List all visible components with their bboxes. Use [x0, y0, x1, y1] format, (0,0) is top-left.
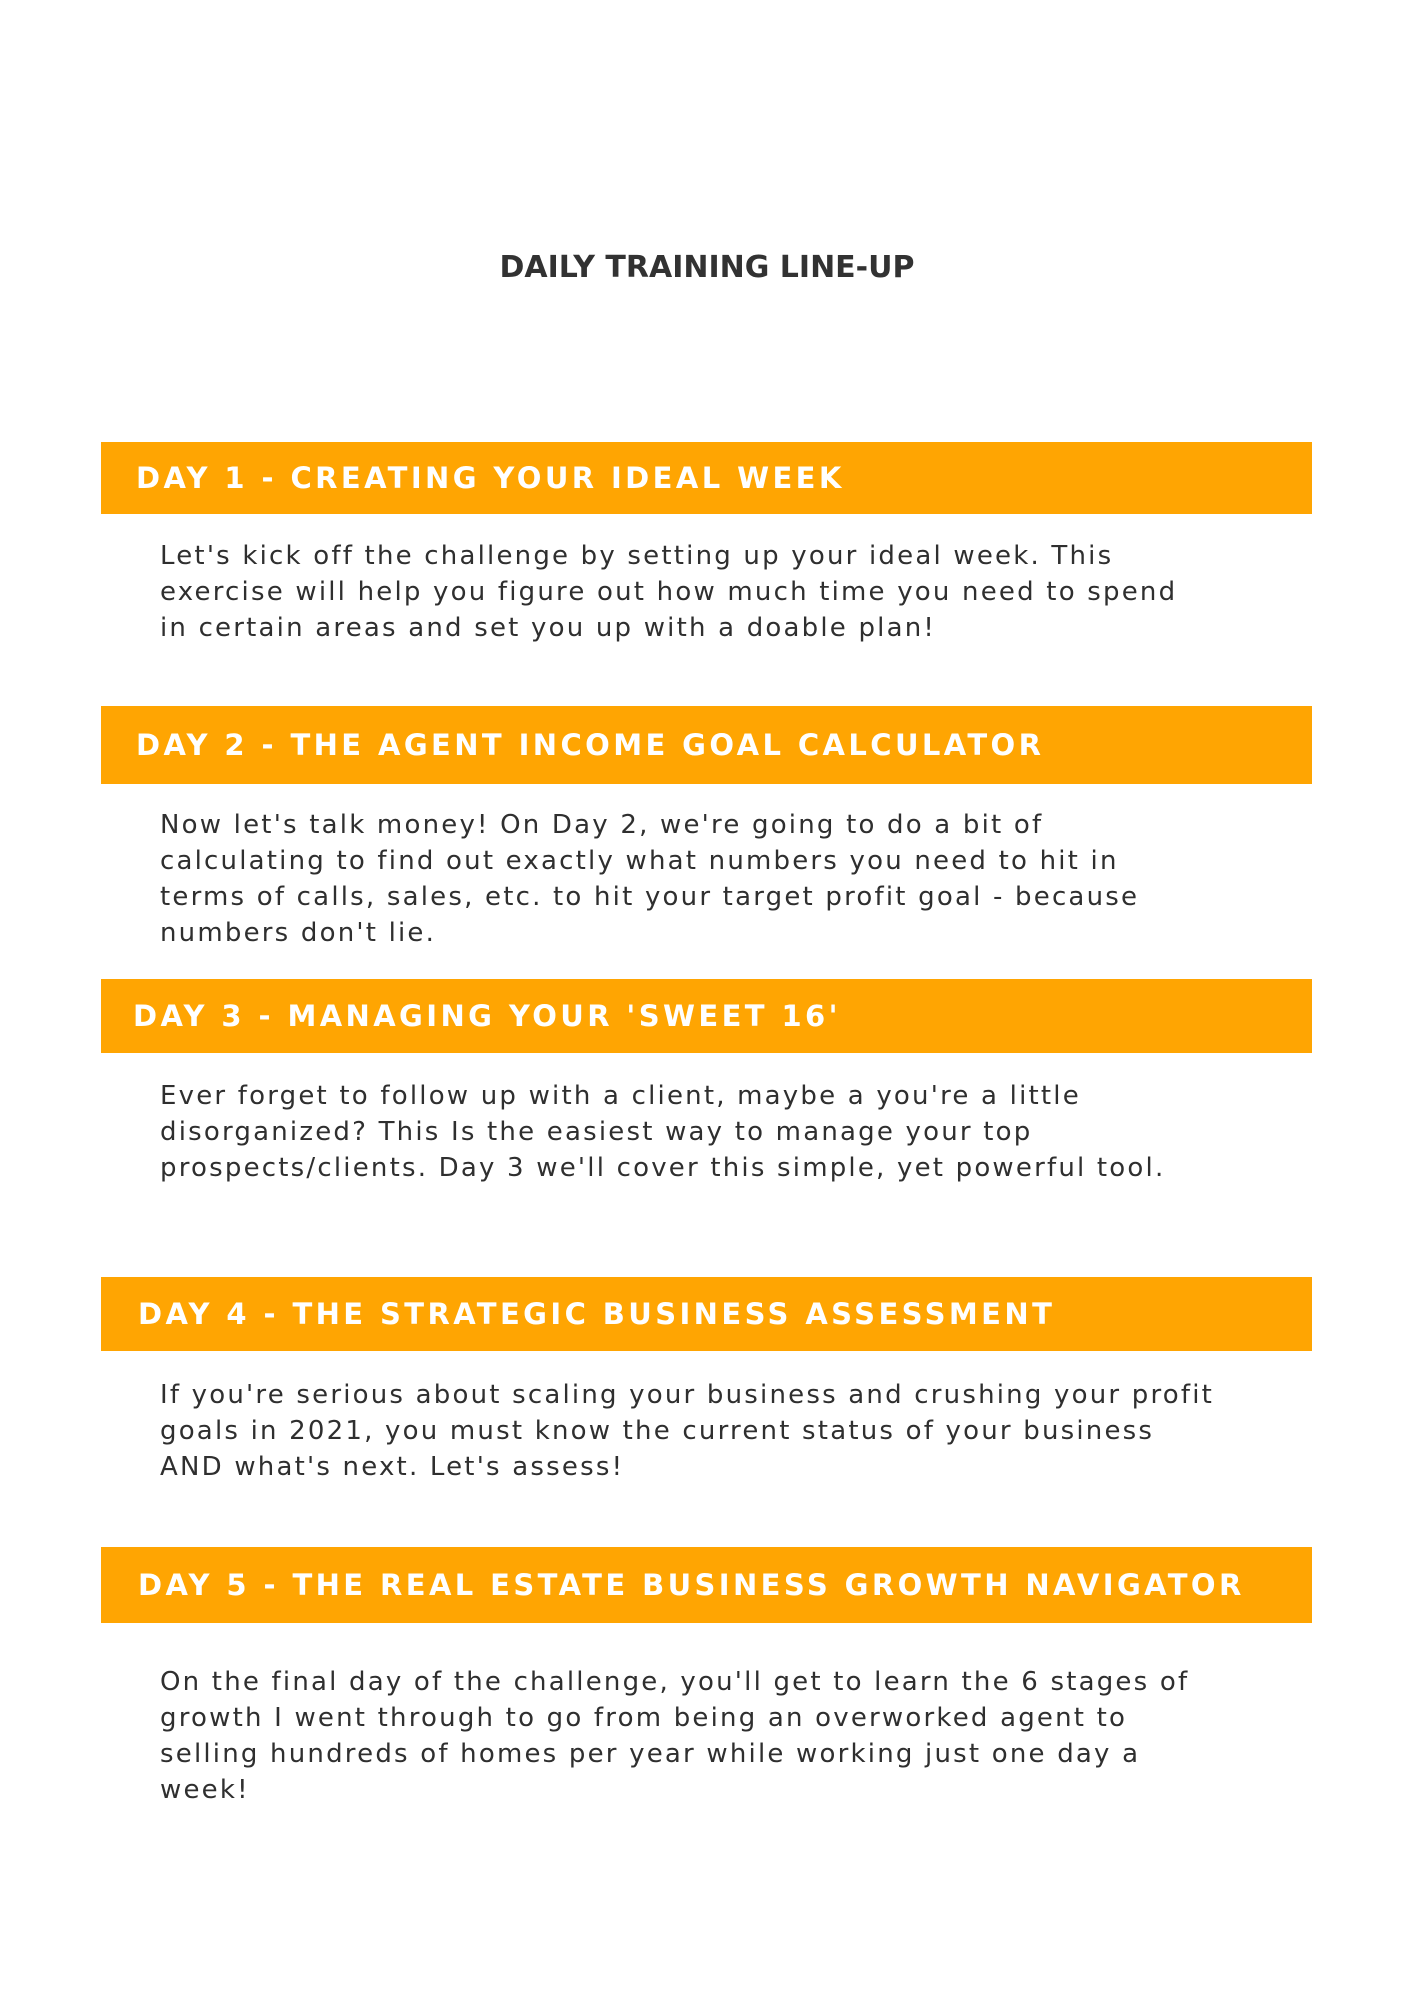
- page-title: DAILY TRAINING LINE-UP: [499, 250, 915, 285]
- text-line: week!: [160, 1775, 250, 1805]
- text-line: selling hundreds of homes per year while working just one day a: [160, 1739, 1141, 1769]
- text-line: If you're serious about scaling your business and crushing your profit: [160, 1380, 1215, 1410]
- day-2-header: [101, 706, 1312, 784]
- text-line: numbers don't lie.: [160, 918, 437, 948]
- day-1-header-label: DAY 1 - CREATING YOUR IDEAL WEEK: [136, 461, 845, 495]
- day-1-header: [101, 442, 1312, 514]
- text-line: growth I went through to go from being an overworked agent to: [160, 1703, 1128, 1733]
- day-2-description: [160, 807, 1320, 951]
- text-line: Now let's talk money! On Day 2, we're going to do a bit of: [160, 810, 1044, 840]
- text-line: exercise will help you figure out how much time you need to spend: [160, 577, 1178, 607]
- day-4-header: [101, 1277, 1312, 1351]
- text-line: in certain areas and set you up with a doable plan!: [160, 613, 937, 643]
- text-line: prospects/clients. Day 3 we'll cover this simple, yet powerful tool.: [160, 1153, 1166, 1183]
- text-line: On the final day of the challenge, you'll get to learn the 6 stages of: [160, 1667, 1190, 1697]
- day-5-header-label: DAY 5 - THE REAL ESTATE BUSINESS GROWTH NAVIGATOR: [138, 1568, 1245, 1602]
- day-3-header: [101, 979, 1312, 1053]
- text-line: calculating to find out exactly what numbers you need to hit in: [160, 846, 1119, 876]
- day-5-description: [160, 1664, 1320, 1808]
- text-line: disorganized? This Is the easiest way to manage your top: [160, 1117, 1033, 1147]
- day-1-description: [160, 538, 1320, 646]
- day-5-header: [101, 1547, 1312, 1623]
- day-2-header-label: DAY 2 - THE AGENT INCOME GOAL CALCULATOR: [136, 728, 1045, 762]
- text-line: terms of calls, sales, etc. to hit your target profit goal - because: [160, 882, 1140, 912]
- text-line: Ever forget to follow up with a client, maybe a you're a little: [160, 1081, 1081, 1111]
- day-3-header-label: DAY 3 - MANAGING YOUR 'SWEET 16': [133, 999, 841, 1033]
- text-line: goals in 2021, you must know the current status of your business: [160, 1416, 1155, 1446]
- day-4-header-label: DAY 4 - THE STRATEGIC BUSINESS ASSESSMENT: [138, 1297, 1056, 1331]
- text-line: Let's kick off the challenge by setting up your ideal week. This: [160, 541, 1114, 571]
- day-4-description: [160, 1377, 1320, 1485]
- text-line: AND what's next. Let's assess!: [160, 1452, 625, 1482]
- day-3-description: [160, 1078, 1320, 1186]
